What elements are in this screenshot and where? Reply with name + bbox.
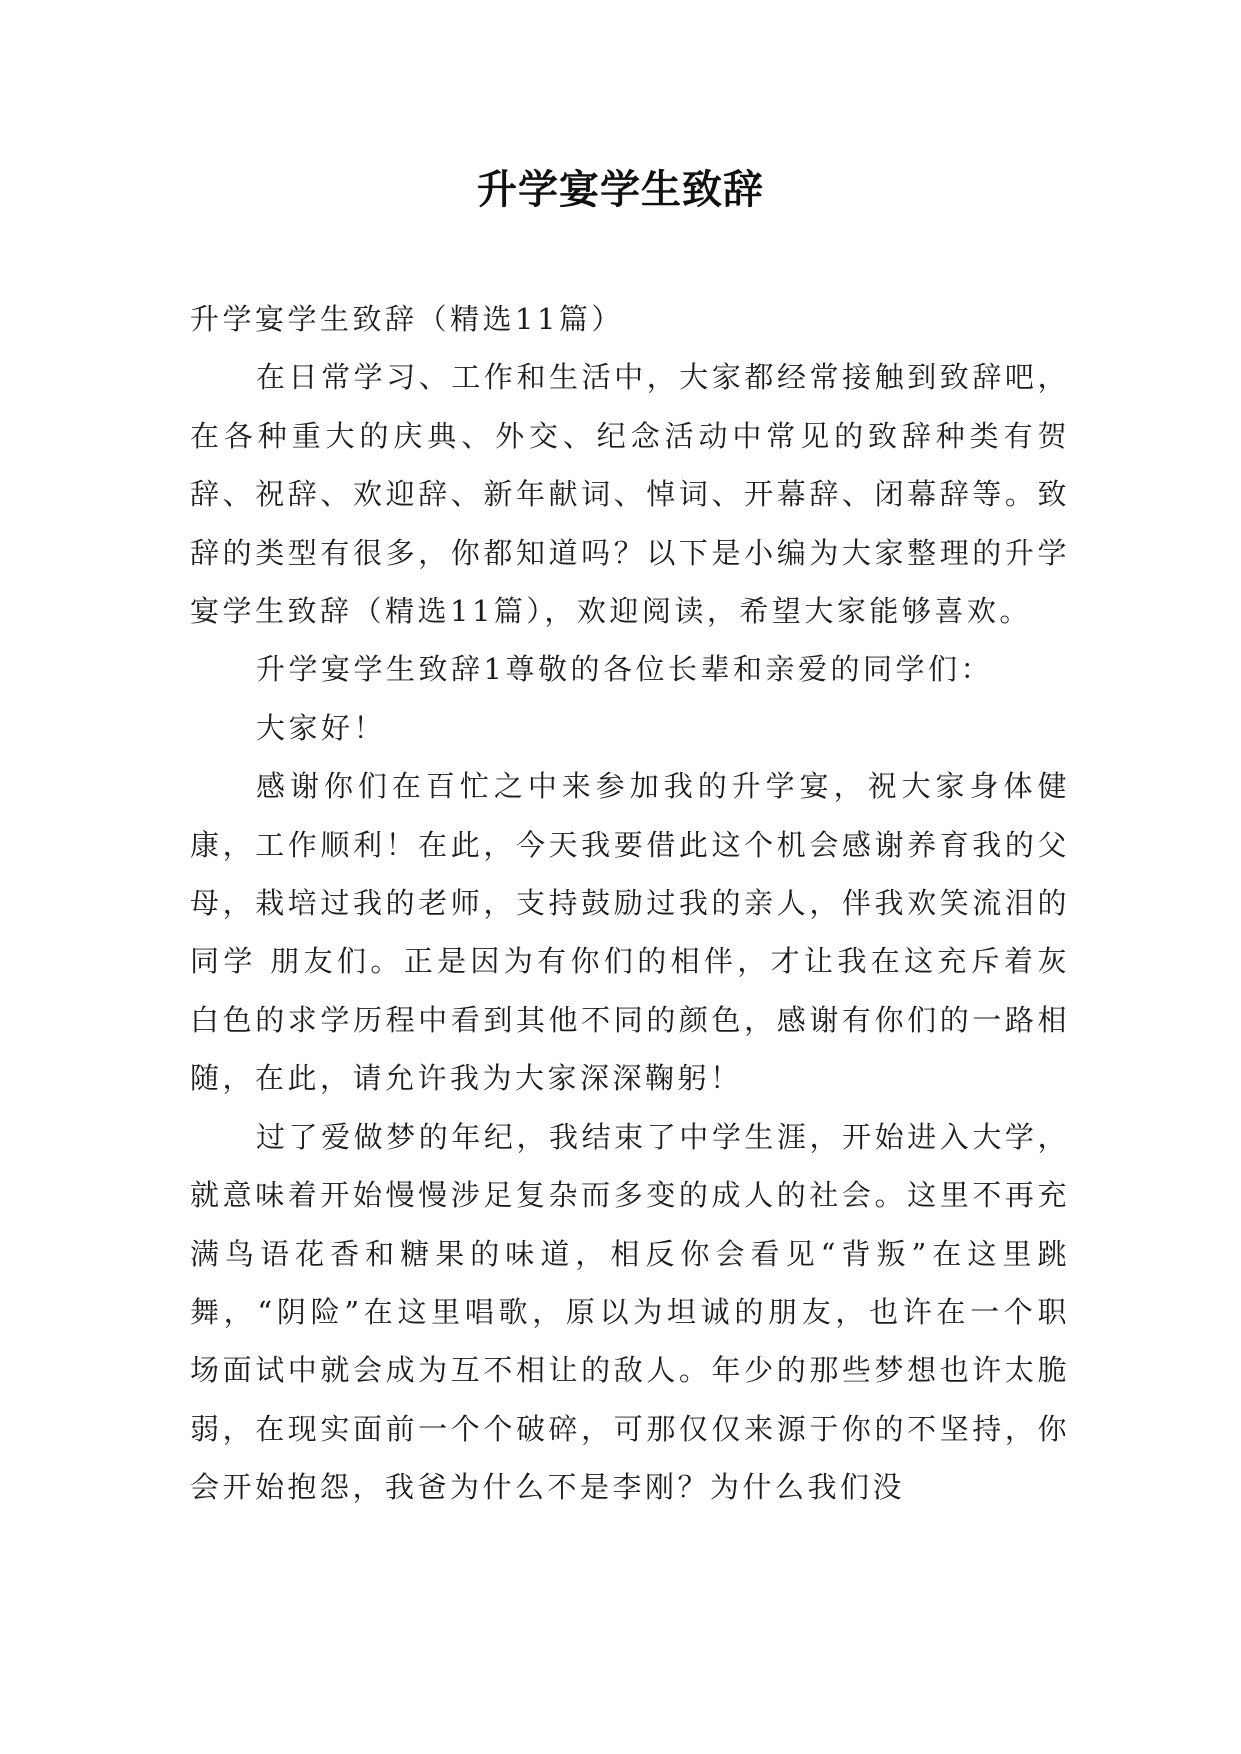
document-body [190,290,1070,1517]
paragraph: 升学宴学生致辞（精选11篇） [190,302,624,336]
paragraph: 在日常学习、工作和生活中，大家都经常接触到致辞吧，在各种重大的庆典、外交、纪念活动中常见的致辞种类有贺辞、祝辞、欢迎辞、新年献词、悼词、开幕辞、闭幕辞等。致辞的类型有很多，你都知道吗？以下是小编为大家整理的升学宴学生致辞（精选11篇），欢迎阅读，希望大家能够喜欢。 [190,360,1070,629]
paragraph: 大家好！ [256,710,387,745]
document-title: 升学宴学生致辞 [477,166,764,213]
paragraph: 升学宴学生致辞1尊敬的各位长辈和亲爱的同学们： [256,652,993,687]
paragraph: 过了爱做梦的年纪，我结束了中学生涯，开始进入大学，就意味着开始慢慢涉足复杂而多变的成人的社会。这里不再充满鸟语花香和糖果的味道，相反你会看见“背叛”在这里跳舞，“阴险”在这里唱歌，原以为坦诚的朋友，也许在一个职场面试中就会成为互不相让的敌人。年少的那些梦想也许太脆弱，在现实面前一个个破碎，可那仅仅来源于你的不坚持，你会开始抱怨，我爸为什么不是李刚？为什么我们没 [190,1119,1070,1505]
paragraph: 感谢你们在百忙之中来参加我的升学宴，祝大家身体健康，工作顺利！在此，今天我要借此这个机会感谢养育我的父母，栽培过我的老师，支持鼓励过我的亲人，伴我欢笑流泪的同学 朋友们。正是因为有你们的相伴，才让我在这充斥着灰白色的求学历程中看到其他不同的颜色，感谢有你们的一路相随，在此，请允许我为大家深深鞠躬！ [190,769,1070,1096]
